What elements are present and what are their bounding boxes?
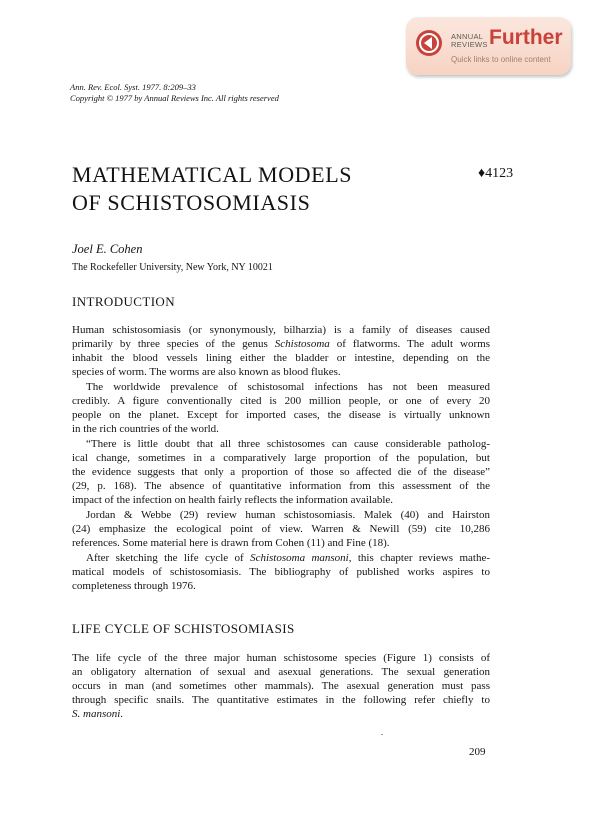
body-line: references. Some material here is drawn from Cohen (11) and Fine (18). [72, 537, 390, 549]
page-number: 209 [469, 746, 486, 758]
body-line: species of worm. The worms are also known as blood flukes. [72, 366, 341, 378]
body-line: matical models of schistosomiasis. The bibliography of published works aspires to [72, 566, 490, 578]
body-line: in the rich countries of the world. [72, 423, 219, 435]
body-line: “There is little doubt that all three schistosomes can cause considerable patholog- [86, 438, 490, 450]
article-title-line-1: MATHEMATICAL MODELS [72, 162, 353, 187]
body-line: (24) emphasize the ecological point of view. Warren & Newill (59) cite 10,286 [72, 523, 490, 535]
body-line: credibly. A figure conventionally cited is 200 million people, or one of every 20 [72, 395, 490, 407]
body-line: an obligatory alternation of sexual and asexual generations. The sexual generation [72, 666, 490, 678]
body-line: Jordan & Webbe (29) review human schistosomiasis. Malek (40) and Hairston [86, 509, 490, 521]
badge-tagline: Quick links to online content [451, 55, 551, 64]
body-line: After sketching the life cycle of Schistosoma mansoni, this chapter reviews mathe- [86, 552, 490, 564]
body-line: people on the planet. Except for imported cases, the disease is virtually unknown [72, 409, 490, 421]
article-code: ♦4123 [478, 166, 514, 181]
copyright-line: Copyright © 1977 by Annual Reviews Inc. All rights reserved [70, 93, 279, 103]
body-line: occurs in man (and sometimes other mammals). The asexual generation must pass [72, 680, 490, 692]
body-line: primarily by three species of the genus Schistosoma of flatworms. The adult worms [72, 338, 490, 350]
citation-line: Ann. Rev. Ecol. Syst. 1977. 8:209–33 [70, 82, 196, 92]
body-line: Human schistosomiasis (or synonymously, bilharzia) is a family of diseases caused [72, 324, 490, 336]
author-name: Joel E. Cohen [72, 242, 143, 256]
body-line: impact of the infection on health fairly reflects the information available. [72, 494, 394, 506]
badge-annual-text: ANNUAL [451, 32, 484, 41]
section-heading-life-cycle: LIFE CYCLE OF SCHISTOSOMIASIS [72, 621, 295, 636]
body-line: completeness through 1976. [72, 580, 196, 592]
annual-reviews-arrow-icon [415, 29, 443, 57]
body-line: inhabit the blood vessels lining either the bladder or intestine, depending on the [72, 352, 490, 364]
print-speck [381, 734, 383, 735]
body-line: The worldwide prevalence of schistosomal infections has not been measured [86, 381, 490, 393]
annual-reviews-further-badge[interactable] [406, 17, 571, 75]
body-line: through specific snails. The quantitative estimates in the following refer chiefly to [72, 694, 490, 706]
body-line: the evidence suggests that only a proportion of those so affected die of the disease” [72, 466, 490, 478]
section-heading-introduction: INTRODUCTION [72, 294, 176, 309]
body-line: S. mansoni. [72, 708, 124, 720]
badge-further-text: Further [489, 26, 563, 49]
author-affiliation: The Rockefeller University, New York, NY 10021 [72, 262, 273, 273]
body-line: The life cycle of the three major human schistosome species (Figure 1) consists of [72, 652, 490, 664]
article-title-line-2: OF SCHISTOSOMIASIS [72, 190, 311, 215]
body-line: ical change, sometimes in a comparatively large proportion of the population, but [72, 452, 490, 464]
badge-reviews-text: REVIEWS [451, 40, 488, 49]
body-line: (29, p. 168). The absence of quantitative information from this assessment of the [72, 480, 490, 492]
